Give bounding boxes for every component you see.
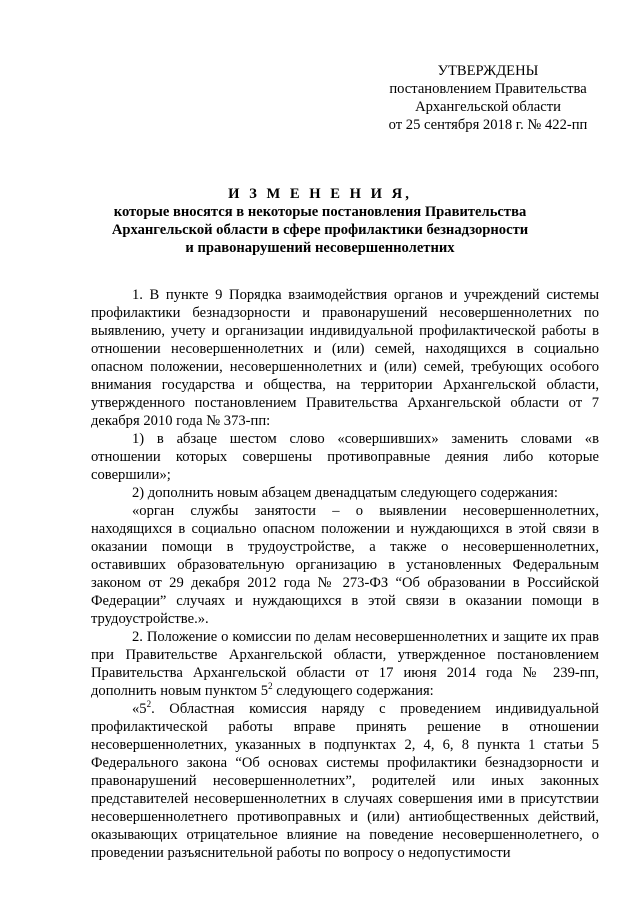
paragraph-2-text: 2. Положение о комиссии по делам несовершеннолетних и защите их прав при Правительстве Архангельской области, утвержденное постановлением Правительства Архангельской области от 17 июня 2014 года № 239-пп, дополнить новым пунктом 5	[91, 629, 599, 699]
approval-line: Архангельской области	[415, 99, 561, 115]
document-heading	[70, 185, 570, 257]
approval-title: УТВЕРЖДЕНЫ	[437, 63, 539, 79]
paragraph-quote-2	[91, 700, 599, 862]
document-body	[91, 286, 599, 862]
heading-line: которые вносятся в некоторые постановления Правительства	[113, 204, 527, 220]
quote-2-start: «5	[132, 701, 147, 717]
paragraph-1-sub-2: 2) дополнить новым абзацем двенадцатым следующего содержания:	[132, 485, 558, 501]
heading-line: и правонарушений несовершеннолетних	[185, 240, 455, 256]
paragraph-2	[91, 628, 599, 700]
superscript: 2	[146, 699, 152, 709]
approval-stamp	[360, 62, 616, 134]
paragraph-2-text-end: следующего содержания:	[272, 683, 434, 699]
heading-line: Архангельской области в сфере профилактики безнадзорности	[111, 222, 529, 238]
approval-date: от 25 сентября 2018 г. № 422-пп	[388, 117, 588, 133]
approval-line: постановлением Правительства	[389, 81, 587, 97]
paragraph-quote-1: «орган службы занятости – о выявлении несовершеннолетних, находящихся в социально опасном положении и нуждающихся в этой связи в оказании помощи в трудоустройстве, а также о несовершеннолетних, оставивших образовательную организацию в установленных Федеральным законом от 29 декабря 2012 года № 273-ФЗ “Об образовании в Российской Федерации” случаях и нуждающихся в этой связи в оказании помощи в трудоустройстве.».	[91, 503, 599, 627]
superscript: 2	[268, 681, 273, 691]
paragraph-1-sub-1: 1) в абзаце шестом слово «совершивших» заменить словами «в отношении которых совершены противоправные деяния либо которые совершили»;	[91, 431, 599, 483]
document-title: И З М Е Н Е Н И Я,	[228, 186, 412, 202]
quote-2-text: . Областная комиссия наряду с проведением индивидуальной профилактической работы вправе принять решение в отношении несовершеннолетних, указанных в подпунктах 2, 4, 6, 8 пункта 1 статьи 5 Федерального закона “Об основах системы профилактики безнадзорности и правонарушений несовершеннолетних”, родителей или иных законных представителей несовершеннолетних в случаях совершения ими в присутствии несовершеннолетнего противоправных и (или) антиобщественных действий, оказывающих отрицательное влияние на поведение несовершеннолетнего, о проведении разъяснительной работы по вопросу о недопустимости	[91, 701, 599, 861]
paragraph-1: 1. В пункте 9 Порядка взаимодействия органов и учреждений системы профилактики безнадзорности и правонарушений несовершеннолетних по выявлению, учету и организации индивидуальной профилактической работы в отношении несовершеннолетних и (или) семей, находящихся в социально опасном положении, несовершеннолетних и (или) семей, требующих особого внимания государства и общества, на территории Архангельской области, утвержденного постановлением Правительства Архангельской области от 7 декабря 2010 года № 373-пп:	[91, 287, 599, 429]
